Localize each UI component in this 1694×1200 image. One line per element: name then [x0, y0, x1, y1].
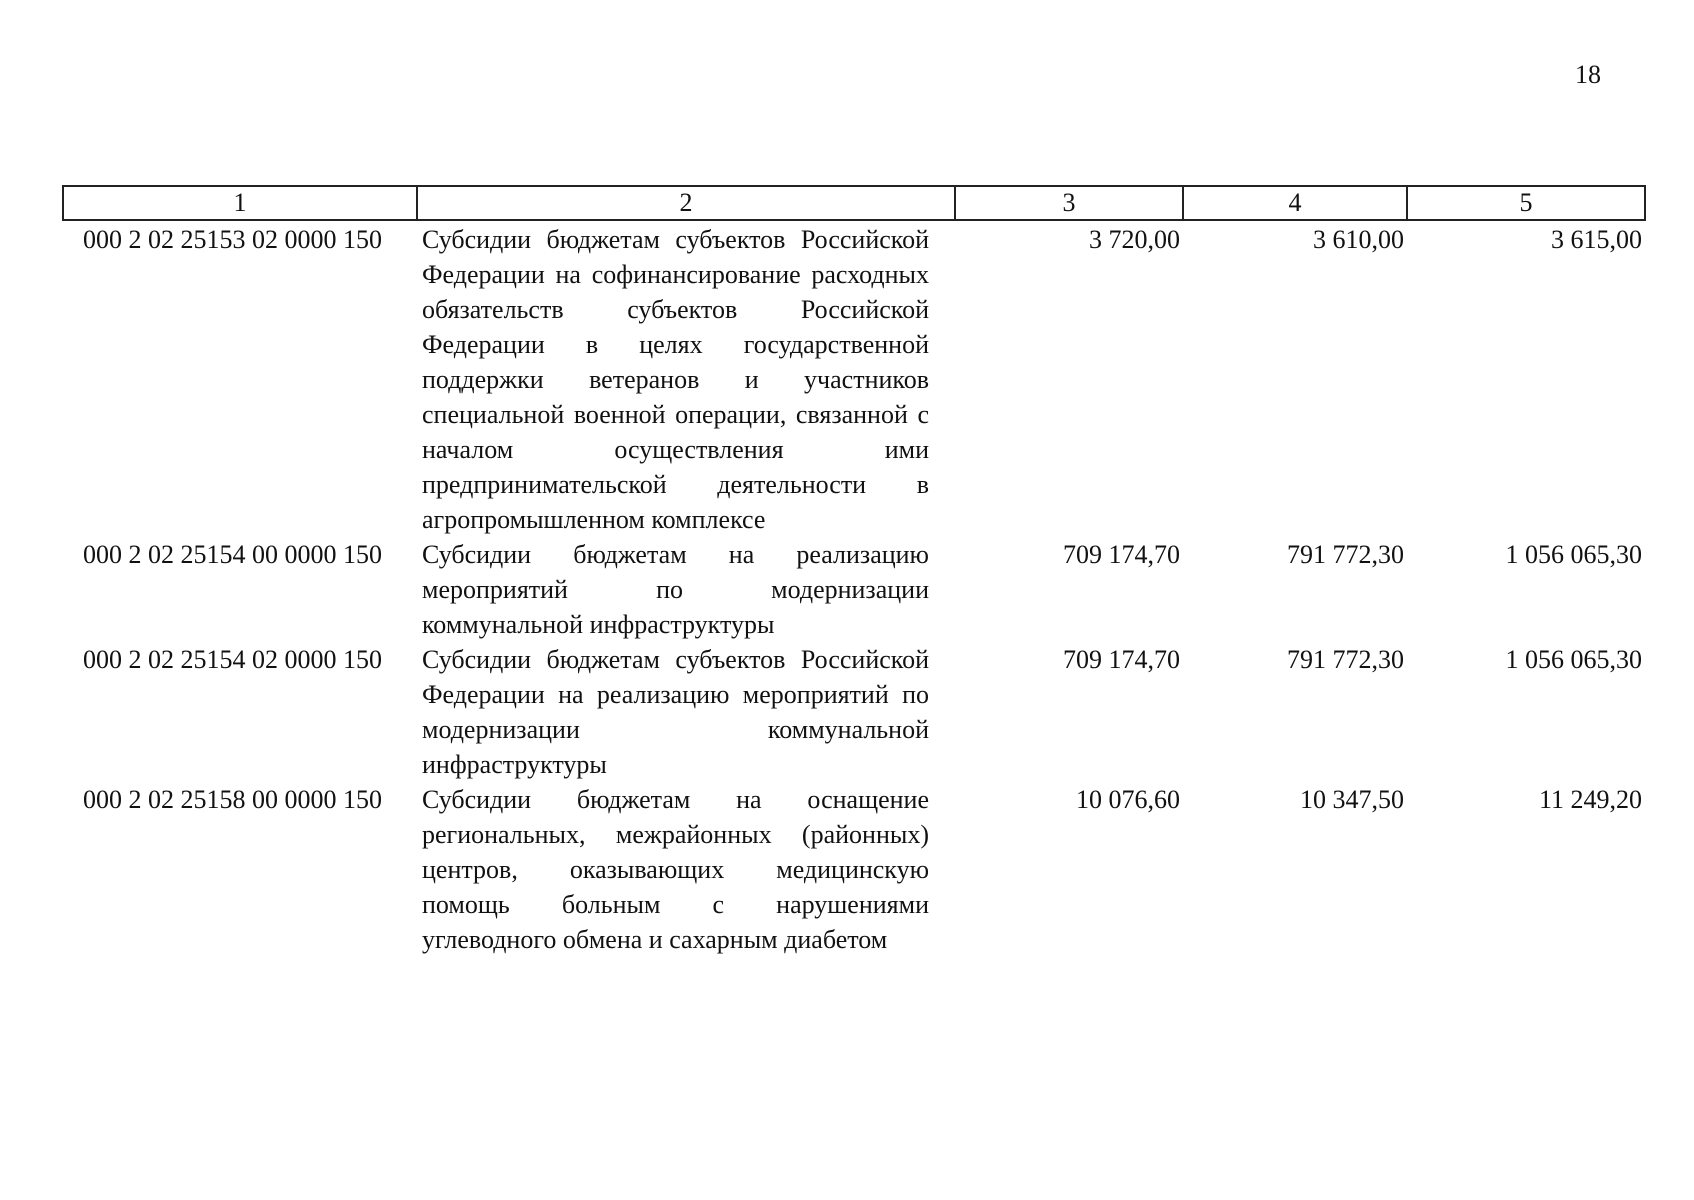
- budget-code: 000 2 02 25153 02 0000 150: [83, 225, 382, 254]
- column-header-3: 3: [955, 186, 1183, 220]
- value-col3: 10 076,60: [1076, 785, 1180, 814]
- row-description: Субсидии бюджетам на оснащение региональных, межрайонных (районных) центров, оказывающих медицинскую помощь больным с нарушениями углеводного обмена и сахарным диабетом: [422, 785, 929, 954]
- value-col5: 1 056 065,30: [1505, 645, 1642, 674]
- value-col5: 3 615,00: [1551, 225, 1642, 254]
- value-col4: 3 610,00: [1313, 225, 1404, 254]
- table-row: [63, 537, 1645, 642]
- value-col4: 791 772,30: [1287, 645, 1404, 674]
- table-header-row: [63, 186, 1645, 220]
- column-header-1: 1: [63, 186, 417, 220]
- table-row: [63, 782, 1645, 957]
- table-row: [63, 220, 1645, 537]
- column-header-2: 2: [417, 186, 955, 220]
- page-number: 18: [1575, 60, 1601, 89]
- budget-code: 000 2 02 25154 00 0000 150: [83, 540, 382, 569]
- column-header-5: 5: [1407, 186, 1645, 220]
- value-col3: 3 720,00: [1089, 225, 1180, 254]
- value-col5: 11 249,20: [1538, 785, 1642, 814]
- row-description: Субсидии бюджетам субъектов Российской Федерации на софинансирование расходных обязательств субъектов Российской Федерации в целях государственной поддержки ветеранов и участников специальной военной операции, связанной с началом осуществления ими предпринимательской деятельности в агропромышленном комплексе: [422, 225, 929, 534]
- value-col4: 791 772,30: [1287, 540, 1404, 569]
- budget-code: 000 2 02 25158 00 0000 150: [83, 785, 382, 814]
- value-col3: 709 174,70: [1063, 645, 1180, 674]
- value-col5: 1 056 065,30: [1505, 540, 1642, 569]
- column-header-4: 4: [1183, 186, 1407, 220]
- budget-code: 000 2 02 25154 02 0000 150: [83, 645, 382, 674]
- value-col4: 10 347,50: [1300, 785, 1404, 814]
- value-col3: 709 174,70: [1063, 540, 1180, 569]
- budget-table: [62, 185, 1646, 957]
- row-description: Субсидии бюджетам на реализацию мероприятий по модернизации коммунальной инфраструктуры: [422, 540, 929, 639]
- table-row: [63, 642, 1645, 782]
- row-description: Субсидии бюджетам субъектов Российской Федерации на реализацию мероприятий по модернизации коммунальной инфраструктуры: [422, 645, 929, 779]
